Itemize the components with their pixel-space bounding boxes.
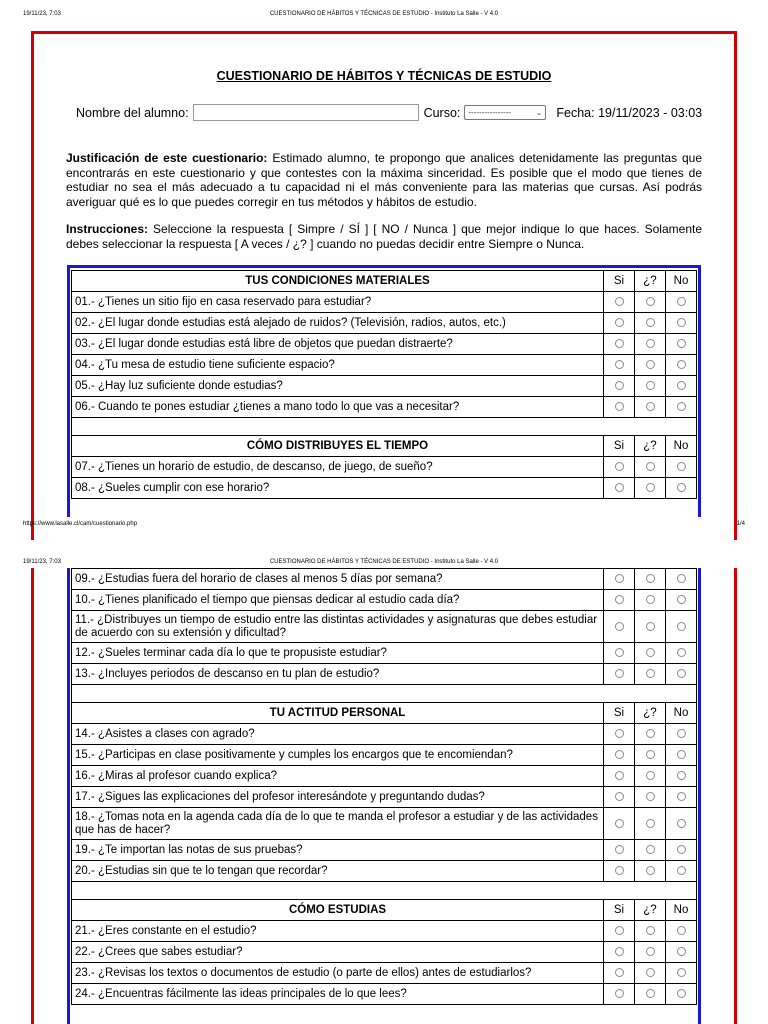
answer-aveces-radio[interactable] bbox=[646, 483, 655, 492]
question-text: 14.- ¿Asistes a clases con agrado? bbox=[72, 724, 604, 745]
answer-si-radio[interactable] bbox=[615, 866, 624, 875]
question-row bbox=[72, 861, 697, 882]
answer-aveces-cell bbox=[635, 766, 666, 787]
answer-no-radio[interactable] bbox=[677, 771, 686, 780]
answer-no-cell bbox=[666, 457, 697, 478]
question-row bbox=[72, 664, 697, 685]
answer-no-cell bbox=[666, 808, 697, 840]
answer-aveces-radio[interactable] bbox=[646, 792, 655, 801]
question-text: 02.- ¿El lugar donde estudias está alejado de ruidos? (Televisión, radios, autos, etc.) bbox=[72, 313, 604, 334]
question-text: 05.- ¿Hay luz suficiente donde estudias? bbox=[72, 376, 604, 397]
col-no-header: No bbox=[666, 703, 697, 724]
question-row bbox=[72, 355, 697, 376]
answer-aveces-cell bbox=[635, 355, 666, 376]
answer-no-cell bbox=[666, 292, 697, 313]
answer-no-radio[interactable] bbox=[677, 574, 686, 583]
question-row bbox=[72, 724, 697, 745]
questionnaire-table-part2 bbox=[71, 568, 697, 1005]
question-row bbox=[72, 787, 697, 808]
section-title: TUS CONDICIONES MATERIALES bbox=[72, 271, 604, 292]
answer-no-cell bbox=[666, 611, 697, 643]
answer-aveces-cell bbox=[635, 376, 666, 397]
question-row bbox=[72, 942, 697, 963]
answer-no-radio[interactable] bbox=[677, 866, 686, 875]
answer-si-cell bbox=[604, 745, 635, 766]
answer-si-radio[interactable] bbox=[615, 622, 624, 631]
answer-no-radio[interactable] bbox=[677, 297, 686, 306]
answer-si-cell bbox=[604, 643, 635, 664]
blue-frame-right bbox=[698, 265, 701, 517]
section-spacer-row bbox=[72, 882, 697, 900]
col-aveces-header: ¿? bbox=[635, 703, 666, 724]
question-text: 15.- ¿Participas en clase positivamente y cumples los encargos que te encomiendan? bbox=[72, 745, 604, 766]
answer-si-cell bbox=[604, 963, 635, 984]
answer-aveces-cell bbox=[635, 724, 666, 745]
answer-si-cell bbox=[604, 292, 635, 313]
answer-aveces-radio[interactable] bbox=[646, 297, 655, 306]
question-row bbox=[72, 478, 697, 499]
answer-aveces-cell bbox=[635, 569, 666, 590]
spacer-cell bbox=[72, 418, 697, 436]
question-text: 07.- ¿Tienes un horario de estudio, de descanso, de juego, de sueño? bbox=[72, 457, 604, 478]
justificacion-text: Estimado alumno, te propongo que analices detenidamente las preguntas que encontrarás en este cuestionario y que contestes con la máxima sinceridad. Es posible que el modo que tienes de estudiar no sea el más adecuado a tu capacidad ni el más conveniente para las materias que cursas. Así podrás averiguar qué es lo que puedes corregir en tus métodos y hábitos de estudio. bbox=[66, 151, 702, 209]
answer-si-cell bbox=[604, 664, 635, 685]
print-page-number: 1/4 bbox=[736, 521, 745, 527]
answer-no-radio[interactable] bbox=[677, 402, 686, 411]
answer-si-cell bbox=[604, 457, 635, 478]
answer-no-cell bbox=[666, 643, 697, 664]
col-no-header: No bbox=[666, 900, 697, 921]
answer-si-cell bbox=[604, 313, 635, 334]
answer-aveces-cell bbox=[635, 611, 666, 643]
answer-aveces-cell bbox=[635, 334, 666, 355]
question-row bbox=[72, 292, 697, 313]
answer-aveces-radio[interactable] bbox=[646, 729, 655, 738]
questionnaire-table-part1 bbox=[71, 270, 697, 499]
answer-no-cell bbox=[666, 766, 697, 787]
answer-si-radio[interactable] bbox=[615, 926, 624, 935]
col-si-header: Si bbox=[604, 271, 635, 292]
instrucciones-paragraph bbox=[66, 222, 702, 251]
question-row bbox=[72, 313, 697, 334]
answer-si-cell bbox=[604, 861, 635, 882]
answer-no-radio[interactable] bbox=[677, 318, 686, 327]
fecha-text: Fecha: 19/11/2023 - 03:03 bbox=[556, 105, 703, 120]
answer-aveces-radio[interactable] bbox=[646, 360, 655, 369]
spacer-cell bbox=[72, 882, 697, 900]
red-frame-left bbox=[31, 31, 34, 540]
answer-si-radio[interactable] bbox=[615, 771, 624, 780]
answer-si-radio[interactable] bbox=[615, 381, 624, 390]
question-text: 03.- ¿El lugar donde estudias está libre de objetos que puedan distraerte? bbox=[72, 334, 604, 355]
print-header-2 bbox=[0, 555, 768, 569]
question-text: 09.- ¿Estudias fuera del horario de clases al menos 5 días por semana? bbox=[72, 569, 604, 590]
answer-aveces-cell bbox=[635, 963, 666, 984]
answer-no-cell bbox=[666, 590, 697, 611]
answer-aveces-cell bbox=[635, 984, 666, 1005]
question-row bbox=[72, 808, 697, 840]
question-row bbox=[72, 611, 697, 643]
answer-si-cell bbox=[604, 787, 635, 808]
red-frame-right bbox=[734, 31, 737, 540]
answer-aveces-radio[interactable] bbox=[646, 947, 655, 956]
answer-no-radio[interactable] bbox=[677, 622, 686, 631]
answer-aveces-cell bbox=[635, 664, 666, 685]
answer-si-radio[interactable] bbox=[615, 750, 624, 759]
red-frame-left-2 bbox=[31, 568, 34, 1024]
answer-si-radio[interactable] bbox=[615, 819, 624, 828]
col-aveces-header: ¿? bbox=[635, 900, 666, 921]
answer-aveces-radio[interactable] bbox=[646, 402, 655, 411]
question-row bbox=[72, 643, 697, 664]
section-header-row bbox=[72, 703, 697, 724]
answer-no-cell bbox=[666, 724, 697, 745]
answer-aveces-radio[interactable] bbox=[646, 462, 655, 471]
col-aveces-header: ¿? bbox=[635, 436, 666, 457]
print-datetime: 19/11/23, 7:03 bbox=[23, 11, 61, 17]
answer-si-cell bbox=[604, 355, 635, 376]
answer-aveces-cell bbox=[635, 787, 666, 808]
question-text: 10.- ¿Tienes planificado el tiempo que piensas dedicar al estudio cada día? bbox=[72, 590, 604, 611]
answer-aveces-cell bbox=[635, 942, 666, 963]
print-header bbox=[0, 7, 768, 21]
answer-no-radio[interactable] bbox=[677, 462, 686, 471]
answer-si-radio[interactable] bbox=[615, 462, 624, 471]
question-row bbox=[72, 569, 697, 590]
answer-si-radio[interactable] bbox=[615, 360, 624, 369]
curso-selected-value: ---------------- bbox=[468, 108, 512, 117]
answer-si-radio[interactable] bbox=[615, 339, 624, 348]
answer-si-radio[interactable] bbox=[615, 792, 624, 801]
question-row bbox=[72, 590, 697, 611]
red-frame-right-2 bbox=[734, 568, 737, 1024]
section-spacer-row bbox=[72, 685, 697, 703]
answer-si-cell bbox=[604, 942, 635, 963]
answer-aveces-radio[interactable] bbox=[646, 926, 655, 935]
answer-aveces-cell bbox=[635, 397, 666, 418]
answer-aveces-radio[interactable] bbox=[646, 845, 655, 854]
question-row bbox=[72, 840, 697, 861]
question-text: 17.- ¿Sigues las explicaciones del profesor interesándote y preguntando dudas? bbox=[72, 787, 604, 808]
answer-no-cell bbox=[666, 921, 697, 942]
col-si-header: Si bbox=[604, 900, 635, 921]
print-page-2 bbox=[0, 548, 768, 1024]
answer-si-radio[interactable] bbox=[615, 574, 624, 583]
answer-si-cell bbox=[604, 376, 635, 397]
question-row bbox=[72, 745, 697, 766]
answer-aveces-radio[interactable] bbox=[646, 968, 655, 977]
justificacion-label: Justificación de este cuestionario: bbox=[66, 151, 268, 165]
answer-no-cell bbox=[666, 334, 697, 355]
question-text: 20.- ¿Estudias sin que te lo tengan que recordar? bbox=[72, 861, 604, 882]
question-row bbox=[72, 921, 697, 942]
answer-si-radio[interactable] bbox=[615, 947, 624, 956]
answer-si-cell bbox=[604, 921, 635, 942]
question-row bbox=[72, 376, 697, 397]
student-name-input[interactable] bbox=[193, 104, 419, 121]
question-text: 06.- Cuando te pones estudiar ¿tienes a mano todo lo que vas a necesitar? bbox=[72, 397, 604, 418]
answer-si-radio[interactable] bbox=[615, 648, 624, 657]
question-row bbox=[72, 397, 697, 418]
question-text: 12.- ¿Sueles terminar cada día lo que te propusiste estudiar? bbox=[72, 643, 604, 664]
blue-frame-left-2 bbox=[67, 568, 70, 1024]
blue-frame-left bbox=[67, 265, 70, 517]
answer-si-cell bbox=[604, 808, 635, 840]
section-title: TU ACTITUD PERSONAL bbox=[72, 703, 604, 724]
answer-no-radio[interactable] bbox=[677, 729, 686, 738]
answer-no-cell bbox=[666, 664, 697, 685]
answer-si-cell bbox=[604, 478, 635, 499]
curso-select[interactable] bbox=[464, 105, 546, 120]
answer-no-radio[interactable] bbox=[677, 989, 686, 998]
col-si-header: Si bbox=[604, 703, 635, 724]
question-text: 11.- ¿Distribuyes un tiempo de estudio entre las distintas actividades y asignaturas que debes estudiar de acuerdo con su extensión y dificultad? bbox=[72, 611, 604, 643]
answer-aveces-radio[interactable] bbox=[646, 381, 655, 390]
red-frame-top bbox=[31, 31, 737, 34]
answer-aveces-radio[interactable] bbox=[646, 669, 655, 678]
answer-si-radio[interactable] bbox=[615, 845, 624, 854]
answer-no-cell bbox=[666, 787, 697, 808]
answer-si-cell bbox=[604, 397, 635, 418]
answer-si-cell bbox=[604, 984, 635, 1005]
answer-aveces-radio[interactable] bbox=[646, 819, 655, 828]
student-form-row bbox=[76, 104, 702, 121]
answer-si-cell bbox=[604, 766, 635, 787]
answer-aveces-cell bbox=[635, 478, 666, 499]
curso-label: Curso: bbox=[423, 105, 461, 120]
page-title: CUESTIONARIO DE HÁBITOS Y TÉCNICAS DE ESTUDIO bbox=[216, 69, 552, 83]
name-label: Nombre del alumno: bbox=[76, 105, 189, 120]
col-no-header: No bbox=[666, 271, 697, 292]
answer-no-cell bbox=[666, 569, 697, 590]
question-row bbox=[72, 963, 697, 984]
answer-no-radio[interactable] bbox=[677, 947, 686, 956]
answer-si-radio[interactable] bbox=[615, 318, 624, 327]
answer-no-radio[interactable] bbox=[677, 819, 686, 828]
answer-no-radio[interactable] bbox=[677, 926, 686, 935]
blue-frame-top bbox=[67, 265, 701, 268]
answer-aveces-radio[interactable] bbox=[646, 771, 655, 780]
chevron-down-icon: ⌄ bbox=[535, 108, 543, 117]
section-title: CÓMO DISTRIBUYES EL TIEMPO bbox=[72, 436, 604, 457]
question-text: 18.- ¿Tomas nota en la agenda cada día de lo que te manda el profesor a estudiar y de las actividades que has de hacer? bbox=[72, 808, 604, 840]
answer-si-cell bbox=[604, 590, 635, 611]
answer-no-radio[interactable] bbox=[677, 845, 686, 854]
question-text: 01.- ¿Tienes un sitio fijo en casa reservado para estudiar? bbox=[72, 292, 604, 313]
answer-si-radio[interactable] bbox=[615, 989, 624, 998]
instrucciones-label: Instrucciones: bbox=[66, 222, 149, 236]
answer-no-cell bbox=[666, 313, 697, 334]
answer-aveces-cell bbox=[635, 745, 666, 766]
answer-aveces-cell bbox=[635, 840, 666, 861]
answer-aveces-cell bbox=[635, 457, 666, 478]
question-text: 21.- ¿Eres constante en el estudio? bbox=[72, 921, 604, 942]
answer-no-cell bbox=[666, 942, 697, 963]
answer-no-cell bbox=[666, 397, 697, 418]
answer-no-radio[interactable] bbox=[677, 792, 686, 801]
answer-aveces-radio[interactable] bbox=[646, 622, 655, 631]
answer-no-radio[interactable] bbox=[677, 339, 686, 348]
section-header-row bbox=[72, 271, 697, 292]
section-title: CÓMO ESTUDIAS bbox=[72, 900, 604, 921]
col-no-header: No bbox=[666, 436, 697, 457]
answer-no-radio[interactable] bbox=[677, 483, 686, 492]
answer-aveces-radio[interactable] bbox=[646, 574, 655, 583]
answer-si-radio[interactable] bbox=[615, 968, 624, 977]
answer-si-radio[interactable] bbox=[615, 729, 624, 738]
print-url: https://www.lasalle.cl/cam/cuestionario.php bbox=[23, 521, 138, 527]
answer-no-cell bbox=[666, 861, 697, 882]
answer-no-radio[interactable] bbox=[677, 750, 686, 759]
answer-no-cell bbox=[666, 478, 697, 499]
answer-no-cell bbox=[666, 745, 697, 766]
print-doc-title: CUESTIONARIO DE HÁBITOS Y TÉCNICAS DE ESTUDIO - Instituto La Salle - V 4.0 bbox=[269, 11, 499, 17]
answer-si-cell bbox=[604, 611, 635, 643]
answer-no-radio[interactable] bbox=[677, 381, 686, 390]
answer-aveces-cell bbox=[635, 292, 666, 313]
answer-aveces-cell bbox=[635, 861, 666, 882]
instrucciones-text: Seleccione la respuesta [ Simpre / SÍ ] [ NO / Nunca ] que mejor indique lo que haces. Solamente debes seleccionar la respuesta [ A veces / ¿? ] cuando no puedas decidir entre Siempre o Nunca. bbox=[66, 222, 702, 251]
question-text: 13.- ¿Incluyes periodos de descanso en tu plan de estudio? bbox=[72, 664, 604, 685]
answer-aveces-cell bbox=[635, 921, 666, 942]
answer-si-radio[interactable] bbox=[615, 483, 624, 492]
answer-no-cell bbox=[666, 840, 697, 861]
answer-aveces-radio[interactable] bbox=[646, 866, 655, 875]
print-doc-title-2: CUESTIONARIO DE HÁBITOS Y TÉCNICAS DE ESTUDIO - Instituto La Salle - V 4.0 bbox=[269, 559, 499, 565]
section-spacer-row bbox=[72, 418, 697, 436]
question-text: 08.- ¿Sueles cumplir con ese horario? bbox=[72, 478, 604, 499]
answer-aveces-radio[interactable] bbox=[646, 750, 655, 759]
answer-si-radio[interactable] bbox=[615, 669, 624, 678]
question-text: 16.- ¿Miras al profesor cuando explica? bbox=[72, 766, 604, 787]
question-text: 22.- ¿Crees que sabes estudiar? bbox=[72, 942, 604, 963]
answer-si-radio[interactable] bbox=[615, 595, 624, 604]
question-text: 04.- ¿Tu mesa de estudio tiene suficiente espacio? bbox=[72, 355, 604, 376]
answer-si-cell bbox=[604, 840, 635, 861]
question-row bbox=[72, 457, 697, 478]
answer-si-radio[interactable] bbox=[615, 297, 624, 306]
question-row bbox=[72, 766, 697, 787]
col-si-header: Si bbox=[604, 436, 635, 457]
section-header-row bbox=[72, 900, 697, 921]
answer-si-cell bbox=[604, 569, 635, 590]
col-aveces-header: ¿? bbox=[635, 271, 666, 292]
question-row bbox=[72, 334, 697, 355]
answer-aveces-radio[interactable] bbox=[646, 339, 655, 348]
question-text: 24.- ¿Encuentras fácilmente las ideas principales de lo que lees? bbox=[72, 984, 604, 1005]
answer-si-cell bbox=[604, 334, 635, 355]
answer-no-cell bbox=[666, 376, 697, 397]
answer-no-radio[interactable] bbox=[677, 648, 686, 657]
answer-no-cell bbox=[666, 963, 697, 984]
spacer-cell bbox=[72, 685, 697, 703]
answer-no-radio[interactable] bbox=[677, 669, 686, 678]
question-text: 23.- ¿Revisas los textos o documentos de estudio (o parte de ellos) antes de estudiarlos? bbox=[72, 963, 604, 984]
answer-si-radio[interactable] bbox=[615, 402, 624, 411]
answer-aveces-cell bbox=[635, 590, 666, 611]
answer-aveces-radio[interactable] bbox=[646, 648, 655, 657]
answer-no-radio[interactable] bbox=[677, 968, 686, 977]
answer-aveces-cell bbox=[635, 643, 666, 664]
answer-si-cell bbox=[604, 724, 635, 745]
answer-aveces-radio[interactable] bbox=[646, 989, 655, 998]
answer-no-cell bbox=[666, 355, 697, 376]
answer-aveces-radio[interactable] bbox=[646, 595, 655, 604]
justificacion-paragraph bbox=[66, 151, 702, 209]
section-header-row bbox=[72, 436, 697, 457]
question-row bbox=[72, 984, 697, 1005]
print-datetime-2: 19/11/23, 7:03 bbox=[23, 559, 61, 565]
answer-aveces-cell bbox=[635, 808, 666, 840]
answer-aveces-radio[interactable] bbox=[646, 318, 655, 327]
answer-no-radio[interactable] bbox=[677, 595, 686, 604]
question-text: 19.- ¿Te importan las notas de sus pruebas? bbox=[72, 840, 604, 861]
answer-no-radio[interactable] bbox=[677, 360, 686, 369]
answer-no-cell bbox=[666, 984, 697, 1005]
blue-frame-right-2 bbox=[698, 568, 701, 1024]
answer-aveces-cell bbox=[635, 313, 666, 334]
